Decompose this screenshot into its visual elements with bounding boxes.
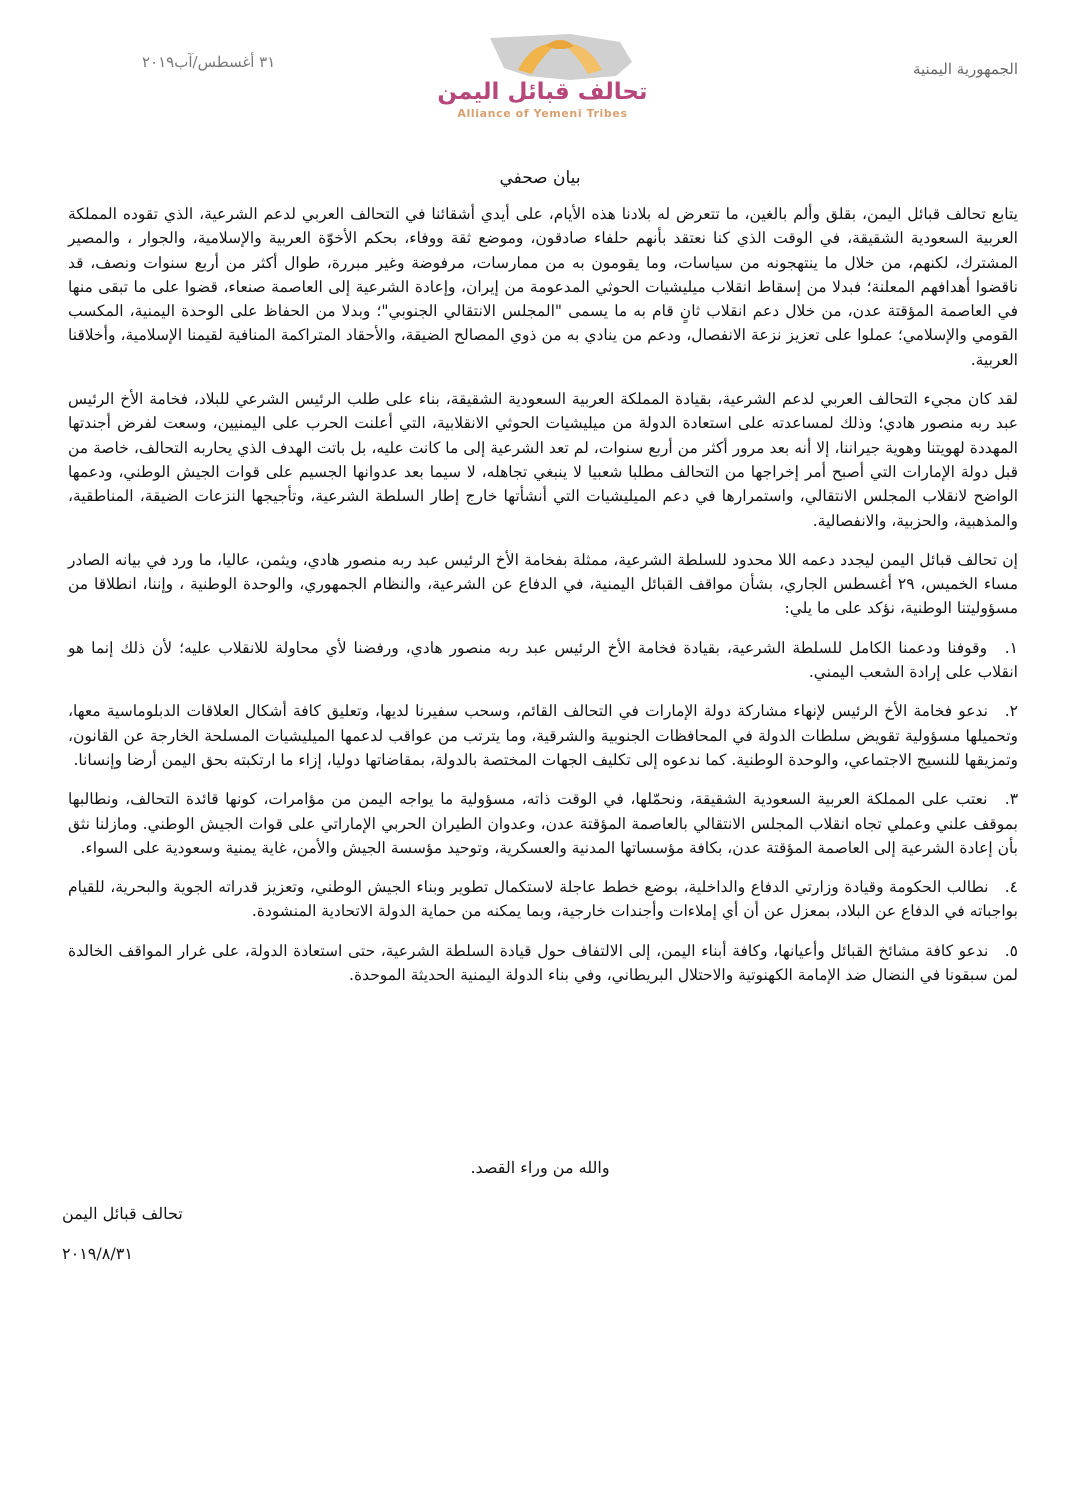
list-item-number: ٣.: [1004, 790, 1019, 809]
logo-english-text: Alliance of Yemeni Tribes: [457, 107, 628, 120]
list-item-text: نعتب على المملكة العربية السعودية الشقيقة، ونحمّلها، في الوقت ذاته، مسؤولية ما يواجه اليمن من مؤامرات، كونها قائدة التحالف، ونطالبها بموقف علني وعملي تجاه انقلاب المجلس الانتقالي بالعاصمة المؤقتة عدن، وعدوان الطيران الحربي الإماراتي على قوات الجيش الوطني. ومازلنا نثق بأن إعادة الشرعية إلى العاصمة المؤقتة عدن، بكافة مؤسساتها المدنية والعسكرية، وتوحيد مؤسسة الجيش والأمن، غاية يمنية وسعودية على السواء.: [68, 790, 1018, 857]
list-item-text: ندعو فخامة الأخ الرئيس لإنهاء مشاركة دولة الإمارات في التحالف القائم، وسحب سفيرنا لديها، وتعليق كافة أشكال العلاقات الدبلوماسية معها، وتحميلها مسؤولية تقويض سلطات الدولة في المحافظات الجنوبية والشرقية، وما يترتب من عواقب لدعمها الميليشيات المسلحة الخارجة عن القانون، وتمزيقها للنسيج الاجتماعي، والوحدة الوطنية. كما ندعوه إلى تكليف الجهات المختصة بالدولة، بمقاضاتها دوليا، إزاء ما ارتكبته بحق اليمن أرضا وإنسانا.: [68, 702, 1018, 769]
alliance-logo: [420, 28, 665, 120]
logo-arabic-text: تحالف قبائل اليمن: [437, 79, 648, 105]
list-item-number: ١.: [1004, 638, 1018, 657]
paragraph: لقد كان مجيء التحالف العربي لدعم الشرعية، بقيادة المملكة العربية السعودية الشقيقة، بناء على طلب الرئيس الشرعي للبلاد، فخامة الأخ الرئيس عبد ربه منصور هادي؛ وذلك لمساعدته على استعادة الدولة من ميليشيات الحوثي الانقلابية، التي أعلنت الحرب على اليمنيين، وسعت لفرض أجندتها المهددة لهويتنا وهوية جيراننا، إلا أنه بعد مرور أكثر من أربع سنوات، لم تعد الشرعية إلى ما كانت عليه، بل باتت الهدف الذي يحاربه التحالف، خاصة من قبل دولة الإمارات التي أصبح أمر إخراجها من التحالف مطلبا شعبيا لا ينبغي تجاهله، لا سيما بعد عدوانها الجسيم على قوات الجيش الوطني، ودعمها الواضح لانقلاب المجلس الانتقالي، واستمرارها في دعم الميليشيات التي أنشأتها خارج إطار السلطة الشرعية، وتأجيجها النزعات الضيقة، المناطقية، والمذهبية، والحزبية، والانفصالية.: [68, 390, 1018, 530]
list-item: [68, 875, 1018, 924]
paragraph: إن تحالف قبائل اليمن ليجدد دعمه اللا محدود للسلطة الشرعية، ممثلة بفخامة الأخ الرئيس عبد ربه منصور هادي، ويثمن، عاليا، ما ورد في بيانه الصادر مساء الخميس، ٢٩ أغسطس الجاري، بشأن مواقف القبائل اليمنية، في الدفاع عن الشرعية، والنظام الجمهوري، والوحدة الوطنية ، وإننا، انطلاقا من مسؤوليتنا الوطنية، نؤكد على ما يلي:: [68, 550, 1018, 618]
signature: تحالف قبائل اليمن: [62, 1204, 183, 1223]
list-item-number: ٤.: [1004, 878, 1018, 897]
list-item-text: وقوفنا ودعمنا الكامل للسلطة الشرعية، بقيادة فخامة الأخ الرئيس عبد ربه منصور هادي، ورفضنا لأي محاولة للانقلاب عليه؛ لأن ذلك إنما هو انقلاب على إرادة الشعب اليمني.: [68, 638, 1018, 682]
list-item-text: نطالب الحكومة وقيادة وزارتي الدفاع والداخلية، بوضع خطط عاجلة لاستكمال تطوير وبناء الجيش الوطني، وتعزيز قدراته الجوية والبحرية، للقيام بواجباته في الدفاع عن البلاد، بمعزل عن أن أي إملاءات وأجندات خارجية، وبما يمكنه من حماية الدولة الاتحادية المنشودة.: [68, 878, 1018, 921]
list-item-number: ٥.: [1004, 941, 1018, 960]
list-item-number: ٢.: [1004, 702, 1018, 721]
list-item: [68, 636, 1018, 685]
document-title: بيان صحفي: [499, 168, 581, 188]
header-date: ٣١ أغسطس/آب٢٠١٩: [142, 53, 276, 71]
country-header: الجمهورية اليمنية: [912, 60, 1018, 78]
document-body: [68, 202, 1018, 1002]
list-item: [68, 699, 1018, 772]
paragraph: يتابع تحالف قبائل اليمن، بقلق وألم بالغين، ما تتعرض له بلادنا هذه الأيام، على أيدي أشقائنا في التحالف العربي لدعم الشرعية، الذي تقوده المملكة العربية السعودية الشقيقة، في الوقت الذي كنا نعتقد بأنهم حلفاء صادقون، وموضع ثقة ووفاء، بحكم الأخوّة العربية والإسلامية، والجوار ، والمصير المشترك، لكنهم، من خلال ما ينتهجونه من سياسات، وما يقومون به من ممارسات، مرفوضة وغير مبررة، طوال أكثر من أربع سنوات ونصف، قد ناقضوا أهدافهم المعلنة؛ فبدلا من إسقاط انقلاب ميليشيات الحوثي المدعومة من إيران، وإعادة الشرعية إلى العاصمة صنعاء، قضوا على ما تبقى منها في العاصمة المؤقتة عدن، من خلال دعم انقلاب ثانٍ قام به ما يسمى "المجلس الانتقالي الجنوبي"؛ وبدلا من الحفاظ على الوحدة اليمنية، المكسب القومي والإسلامي؛ عملوا على تعزيز نزعة الانفصال، ودعم من ينادي به من ذوي المصالح الضيقة، والأحقاد المتراكمة المنافية لقيمنا الإسلامية، وأخلاقنا العربية.: [68, 205, 1018, 369]
list-item-text: ندعو كافة مشائخ القبائل وأعيانها، وكافة أبناء اليمن، إلى الالتفاف حول قيادة السلطة الشرعية، حتى استعادة الدولة، على غرار المواقف الخالدة لمن سبقونا في النضال ضد الإمامة الكهنوتية والاحتلال البريطاني، وفي بناء الدولة اليمنية الحديثة الموحدة.: [68, 941, 1018, 985]
closing-line: والله من وراء القصد.: [470, 1158, 610, 1177]
document-date: ٢٠١٩/٨/٣١: [62, 1244, 133, 1263]
list-item: [68, 939, 1018, 988]
list-item: [68, 787, 1018, 860]
